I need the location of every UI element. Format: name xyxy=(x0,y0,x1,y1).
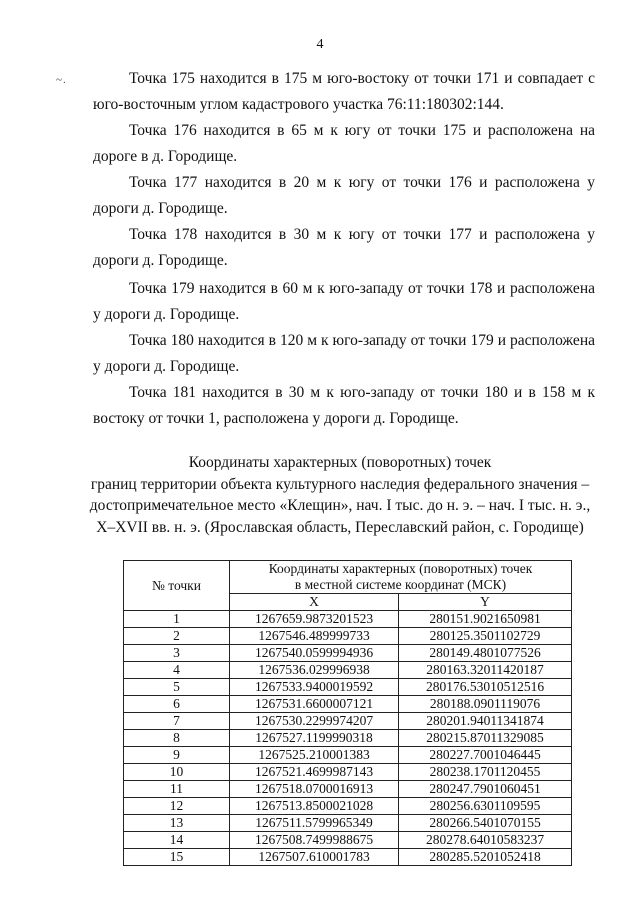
cell-point-number: 3 xyxy=(124,645,230,662)
cell-point-number: 12 xyxy=(124,798,230,815)
table-row xyxy=(124,628,572,645)
paragraph-point-178: Точка 178 находится в 30 м к югу от точки 177 и расположена у дороги д. Городище. xyxy=(93,226,595,269)
cell-x: 1267507.610001783 xyxy=(230,849,399,866)
paragraph-point-177: Точка 177 находится в 20 м к югу от точки 176 и расположена у дороги д. Городище. xyxy=(93,174,595,217)
table-row xyxy=(124,611,572,628)
cell-x: 1267527.1199990318 xyxy=(230,730,399,747)
paragraph-point-179: Точка 179 находится в 60 м к юго-западу от точки 178 и расположена у дороги д. Городище. xyxy=(93,280,595,323)
cell-x: 1267511.5799965349 xyxy=(230,815,399,832)
table-row xyxy=(124,696,572,713)
heading-line-3: достопримечательное место «Клещин», нач. I тыс. до н. э. – нач. I тыс. н. э., xyxy=(89,497,591,514)
cell-point-number: 9 xyxy=(124,747,230,764)
cell-y: 280238.1701120455 xyxy=(399,764,572,781)
cell-y: 280151.9021650981 xyxy=(399,611,572,628)
paragraph-point-180: Точка 180 находится в 120 м к юго-западу от точки 179 и расположена у дороги д. Городище. xyxy=(93,332,595,375)
coordinates-table xyxy=(123,560,572,866)
cell-x: 1267533.9400019592 xyxy=(230,679,399,696)
heading-line-1: Координаты характерных (поворотных) точек xyxy=(188,454,492,471)
table-row xyxy=(124,747,572,764)
table-row xyxy=(124,713,572,730)
cell-y: 280215.87011329085 xyxy=(399,730,572,747)
cell-x: 1267525.210001383 xyxy=(230,747,399,764)
paragraph-point-176: Точка 176 находится в 65 м к югу от точки 175 и расположена на дороге в д. Городище. xyxy=(93,122,595,165)
section-heading xyxy=(80,452,600,538)
cell-y: 280163.32011420187 xyxy=(399,662,572,679)
margin-mark: ~. xyxy=(56,74,67,86)
table-row xyxy=(124,798,572,815)
cell-point-number: 10 xyxy=(124,764,230,781)
cell-y: 280125.3501102729 xyxy=(399,628,572,645)
table-row xyxy=(124,662,572,679)
cell-point-number: 1 xyxy=(124,611,230,628)
cell-point-number: 13 xyxy=(124,815,230,832)
header-coordinates-line-2: в местной системе координат (МСК) xyxy=(294,577,507,592)
cell-y: 280149.4801077526 xyxy=(399,645,572,662)
cell-x: 1267536.029996938 xyxy=(230,662,399,679)
table-row xyxy=(124,764,572,781)
cell-x: 1267540.0599994936 xyxy=(230,645,399,662)
cell-x: 1267508.7499988675 xyxy=(230,832,399,849)
cell-y: 280285.5201052418 xyxy=(399,849,572,866)
header-y: Y xyxy=(399,594,572,611)
header-point-number: № точки xyxy=(124,561,230,611)
heading-line-4: X–XVII вв. н. э. (Ярославская область, Переславский район, с. Городище) xyxy=(96,518,584,536)
cell-x: 1267530.2299974207 xyxy=(230,713,399,730)
heading-line-2: границ территории объекта культурного наследия федерального значения – xyxy=(90,475,590,493)
table-row xyxy=(124,679,572,696)
table-row xyxy=(124,730,572,747)
header-coordinates-line-1: Координаты характерных (поворотных) точек xyxy=(268,561,533,576)
table-body xyxy=(124,611,572,866)
cell-y: 280266.5401070155 xyxy=(399,815,572,832)
table-row xyxy=(124,849,572,866)
cell-point-number: 7 xyxy=(124,713,230,730)
cell-y: 280256.6301109595 xyxy=(399,798,572,815)
cell-point-number: 8 xyxy=(124,730,230,747)
cell-y: 280188.0901119076 xyxy=(399,696,572,713)
header-coordinates xyxy=(230,561,572,594)
cell-y: 280278.64010583237 xyxy=(399,832,572,849)
cell-point-number: 14 xyxy=(124,832,230,849)
cell-point-number: 5 xyxy=(124,679,230,696)
cell-x: 1267518.0700016913 xyxy=(230,781,399,798)
cell-x: 1267513.8500021028 xyxy=(230,798,399,815)
table-row xyxy=(124,781,572,798)
table-row xyxy=(124,645,572,662)
cell-y: 280201.94011341874 xyxy=(399,713,572,730)
cell-point-number: 4 xyxy=(124,662,230,679)
cell-point-number: 2 xyxy=(124,628,230,645)
cell-x: 1267521.4699987143 xyxy=(230,764,399,781)
header-x: X xyxy=(230,594,399,611)
table-row xyxy=(124,832,572,849)
cell-point-number: 6 xyxy=(124,696,230,713)
cell-x: 1267659.9873201523 xyxy=(230,611,399,628)
paragraph-point-181: Точка 181 находится в 30 м к юго-западу от точки 180 и в 158 м к востоку от точки 1, расположена у дороги д. Городище. xyxy=(93,384,595,427)
cell-y: 280227.7001046445 xyxy=(399,747,572,764)
paragraph-point-175: Точка 175 находится в 175 м юго-востоку от точки 171 и совпадает с юго-восточным углом кадастрового участка 76:11:180302:144. xyxy=(93,70,595,113)
page-number: 4 xyxy=(316,37,324,52)
cell-x: 1267546.489999733 xyxy=(230,628,399,645)
cell-point-number: 11 xyxy=(124,781,230,798)
table-row xyxy=(124,815,572,832)
cell-point-number: 15 xyxy=(124,849,230,866)
cell-x: 1267531.6600007121 xyxy=(230,696,399,713)
cell-y: 280247.7901060451 xyxy=(399,781,572,798)
cell-y: 280176.53010512516 xyxy=(399,679,572,696)
